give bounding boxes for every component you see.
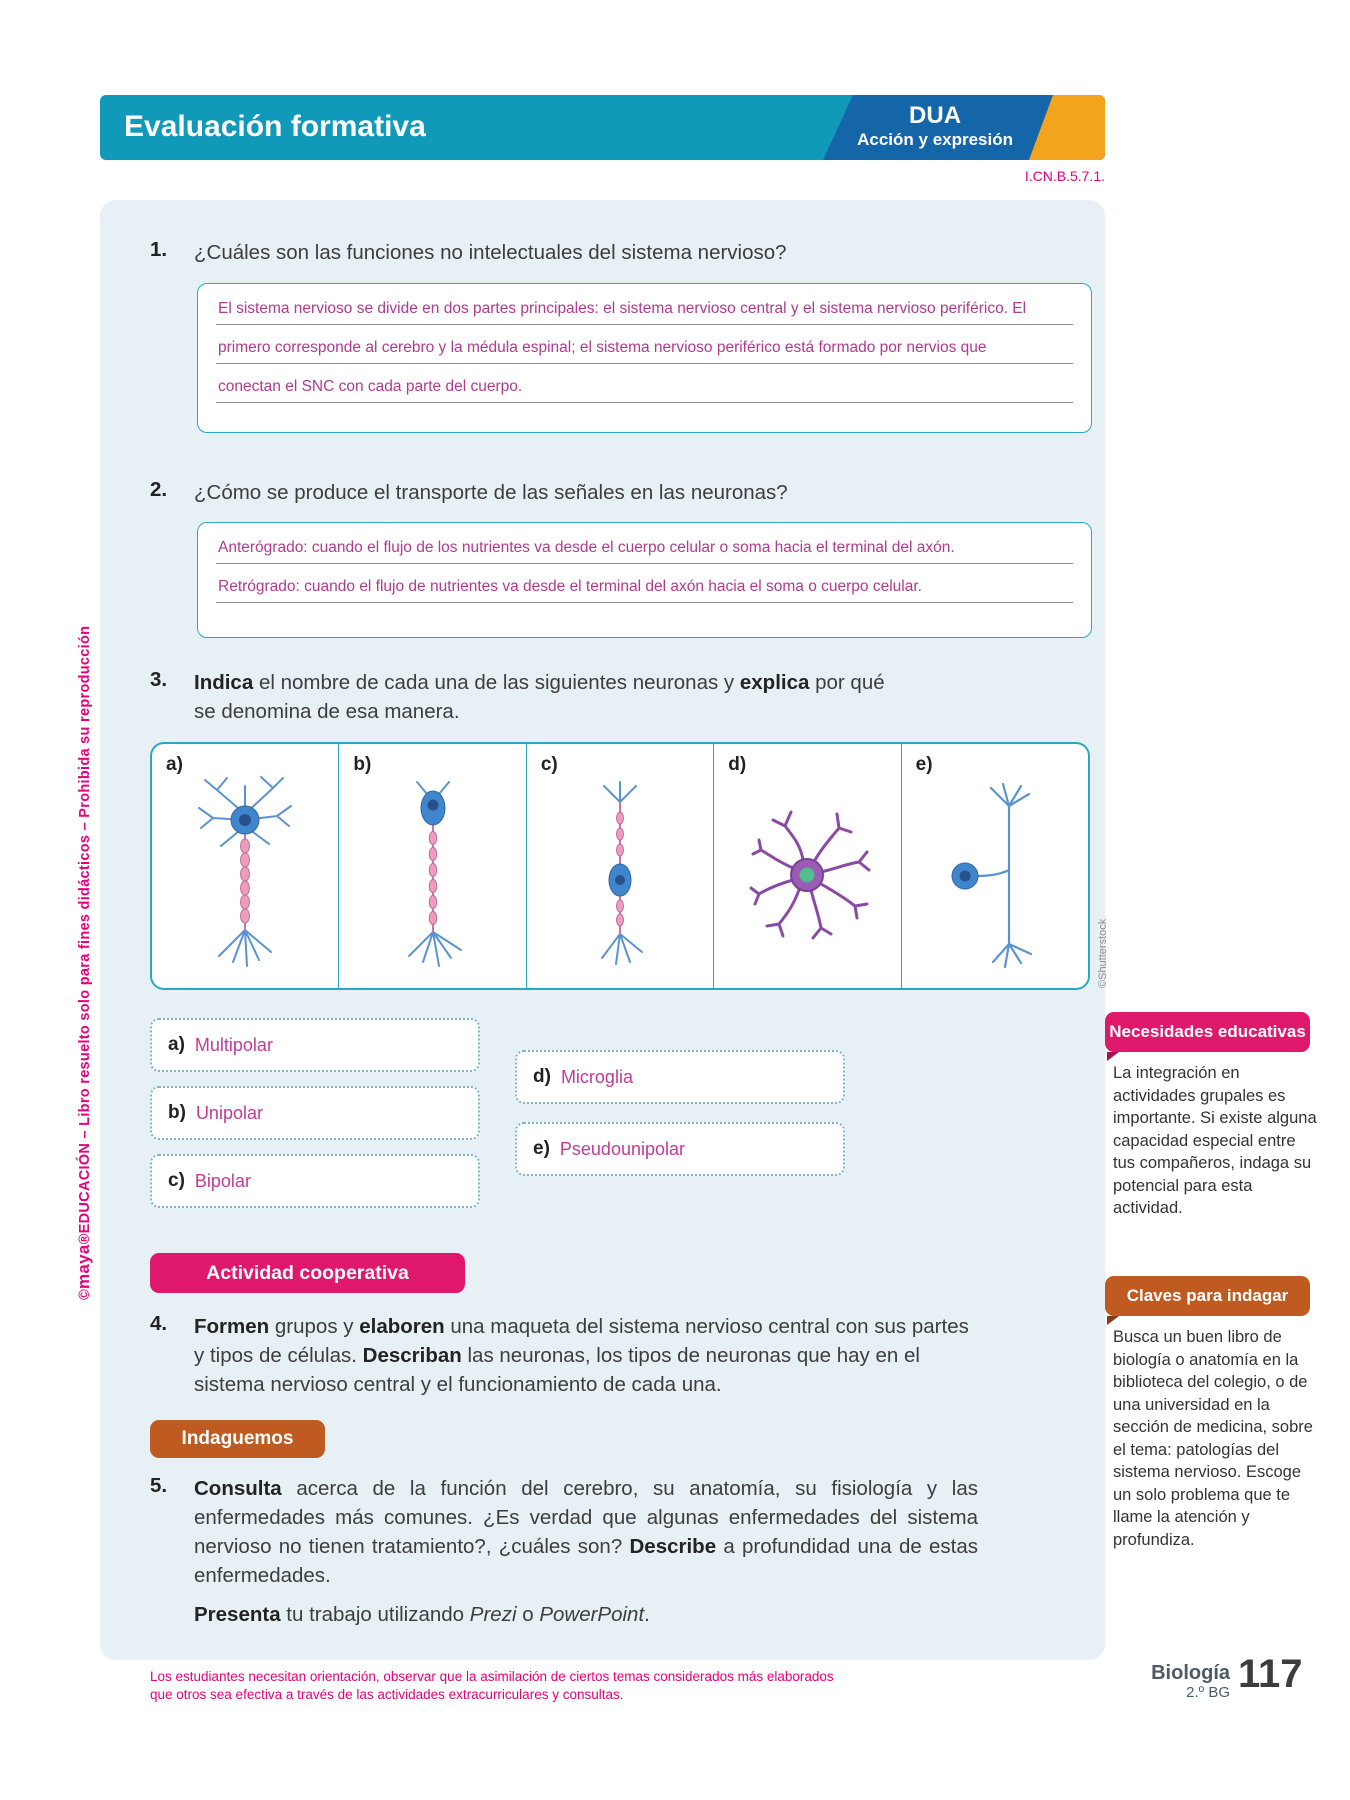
- field-label: e): [533, 1138, 550, 1159]
- text-segment: o: [516, 1603, 540, 1626]
- header-banner: [100, 95, 1105, 160]
- presenta-line: [194, 1600, 978, 1629]
- text-segment: grupos y: [269, 1315, 360, 1338]
- unipolar-neuron-illustration: [345, 774, 521, 984]
- answer-field-b: [150, 1086, 480, 1140]
- teacher-note-line: Los estudiantes necesitan orientación, observar que la asimilación de ciertos temas considerados más elaborados: [150, 1669, 834, 1684]
- answer-field-e: [515, 1122, 845, 1176]
- field-value: Multipolar: [194, 1034, 273, 1055]
- bold-verb: Consulta: [194, 1477, 282, 1500]
- field-label: c): [168, 1170, 185, 1191]
- question-number: 2.: [150, 478, 168, 501]
- field-value: Bipolar: [194, 1170, 251, 1191]
- bold-verb: Describan: [362, 1344, 462, 1367]
- panel-label: a): [166, 754, 183, 775]
- answer-field-d: [515, 1050, 845, 1104]
- publisher-logo: maya: [74, 1244, 93, 1290]
- tool-name: Prezi: [469, 1603, 517, 1626]
- question-text: [194, 668, 906, 726]
- banner-fold: [1107, 1052, 1119, 1061]
- answer-line: conectan el SNC con cada parte del cuerpo.: [216, 378, 1073, 403]
- pseudounipolar-neuron-illustration: [907, 774, 1083, 984]
- banner-fold: [1107, 1316, 1119, 1325]
- bold-verb: Presenta: [194, 1603, 281, 1626]
- answer-line: Retrógrado: cuando el flujo de nutrientes va desde el terminal del axón hacia el soma o cuerpo celular.: [216, 578, 1073, 603]
- neuron-panel-c: [526, 744, 713, 988]
- page-title: Evaluación formativa: [124, 110, 426, 143]
- field-value: Unipolar: [195, 1102, 263, 1123]
- text-segment: tu trabajo utilizando: [280, 1603, 470, 1626]
- question-number: 4.: [150, 1312, 168, 1335]
- neuron-panel-e: [901, 744, 1088, 988]
- copyright-symbol: ©: [77, 1289, 93, 1300]
- question-number: 5.: [150, 1474, 168, 1497]
- copyright-text: ®EDUCACIÓN – Libro resuelto solo para fines didácticos – Prohibida su reproducción: [77, 625, 93, 1245]
- neuron-panel-d: [713, 744, 900, 988]
- bold-verb: elaboren: [359, 1315, 445, 1338]
- needs-callout-banner: [1105, 1012, 1310, 1052]
- panel-label: d): [728, 754, 747, 775]
- answer-field-c: [150, 1154, 480, 1208]
- bold-verb: explica: [739, 671, 810, 694]
- neuron-panel-b: [338, 744, 525, 988]
- bold-verb: Indica: [194, 671, 254, 694]
- question-text: ¿Cuáles son las funciones no intelectuales del sistema nervioso?: [194, 241, 787, 264]
- text-segment: por qué se denomina de esa manera.: [194, 671, 885, 723]
- dua-badge: [857, 102, 1013, 150]
- bold-verb: Formen: [194, 1315, 270, 1338]
- book-grade: 2.º BG: [1186, 1684, 1230, 1701]
- answer-line: Anterógrado: cuando el flujo de los nutrientes va desde el cuerpo celular o soma hacia el terminal del axón.: [216, 539, 1073, 564]
- book-title: Biología: [1151, 1662, 1230, 1684]
- dua-title: DUA: [909, 102, 962, 129]
- dua-subtitle: Acción y expresión: [857, 130, 1013, 149]
- neuron-panel-a: [152, 744, 338, 988]
- cooperative-activity-banner: Actividad cooperativa: [150, 1253, 465, 1293]
- question-number: 3.: [150, 668, 168, 691]
- multipolar-neuron-illustration: [157, 774, 333, 984]
- shutterstock-credit: ©Shutterstock: [1097, 918, 1109, 988]
- answer-line: El sistema nervioso se divide en dos partes principales: el sistema nervioso central y el sistema nervioso periférico. El: [216, 300, 1073, 325]
- book-label: [1090, 1662, 1230, 1702]
- text-segment: acerca de la función del cerebro, su anatomía, su fisiología y las enfermedades más comunes. ¿Es verdad que algunas enfermedades del sistema nervioso no tienen tratamiento?, ¿cuáles son?: [194, 1477, 978, 1558]
- answer-box-q1: [197, 283, 1092, 433]
- panel-label: c): [540, 754, 558, 775]
- callout-title: Necesidades educativas: [1105, 1012, 1310, 1052]
- indaguemos-banner: Indaguemos: [150, 1420, 325, 1458]
- curriculum-code: I.CN.B.5.7.1.: [1024, 168, 1105, 184]
- needs-callout-body: La integración en actividades grupales es importante. Si existe alguna capacidad especial entre tus compañeros, indaga su potencial para esta actividad.: [1113, 1064, 1317, 1217]
- field-value: Pseudounipolar: [559, 1138, 686, 1159]
- question-number: 1.: [150, 238, 168, 261]
- teacher-note: [150, 1668, 870, 1703]
- question-text: [194, 1474, 978, 1590]
- text-segment: el nombre de cada una de las siguientes neuronas y: [253, 671, 740, 694]
- bold-verb: Describe: [629, 1535, 717, 1558]
- text-segment: a profundidad una de estas enfermedades.: [194, 1535, 978, 1587]
- question-text: [194, 1312, 976, 1399]
- microglia-cell-illustration: [719, 774, 895, 984]
- claves-callout-body: Busca un buen libro de biología o anatomía en la biblioteca del colegio, o de una universidad en la sección de medicina, sobre el tema: patologías del sistema nervioso. Escoge un solo problema que te llame la atención y profundiza.: [1113, 1328, 1313, 1549]
- question-text: ¿Cómo se produce el transporte de las señales en las neuronas?: [194, 481, 788, 504]
- text-segment: .: [644, 1603, 650, 1626]
- answer-field-a: [150, 1018, 480, 1072]
- bipolar-neuron-illustration: [532, 774, 708, 984]
- field-label: b): [168, 1102, 186, 1123]
- teacher-note-line: que otros sea efectiva a través de las actividades extracurriculares y consultas.: [150, 1686, 624, 1702]
- tool-name: PowerPoint: [539, 1603, 645, 1626]
- text-segment: una maqueta del sistema nervioso central con sus partes y tipos de células.: [194, 1315, 969, 1367]
- claves-callout-banner: [1105, 1276, 1310, 1316]
- field-label: a): [168, 1034, 185, 1055]
- page-number: 117: [1238, 1652, 1303, 1696]
- callout-title: Claves para indagar: [1105, 1276, 1310, 1316]
- answer-box-q2: [197, 522, 1092, 638]
- panel-label: e): [915, 754, 933, 775]
- panel-label: b): [353, 754, 372, 775]
- answer-line: primero corresponde al cerebro y la médula espinal; el sistema nervioso periférico está formado por nervios que: [216, 339, 1073, 364]
- neuron-figure: [150, 742, 1090, 990]
- text-segment: las neuronas, los tipos de neuronas que hay en el sistema nervioso central y el funcionamiento de cada una.: [194, 1344, 920, 1396]
- side-copyright: [74, 460, 94, 1300]
- field-label: d): [533, 1066, 551, 1087]
- field-value: Microglia: [560, 1066, 633, 1087]
